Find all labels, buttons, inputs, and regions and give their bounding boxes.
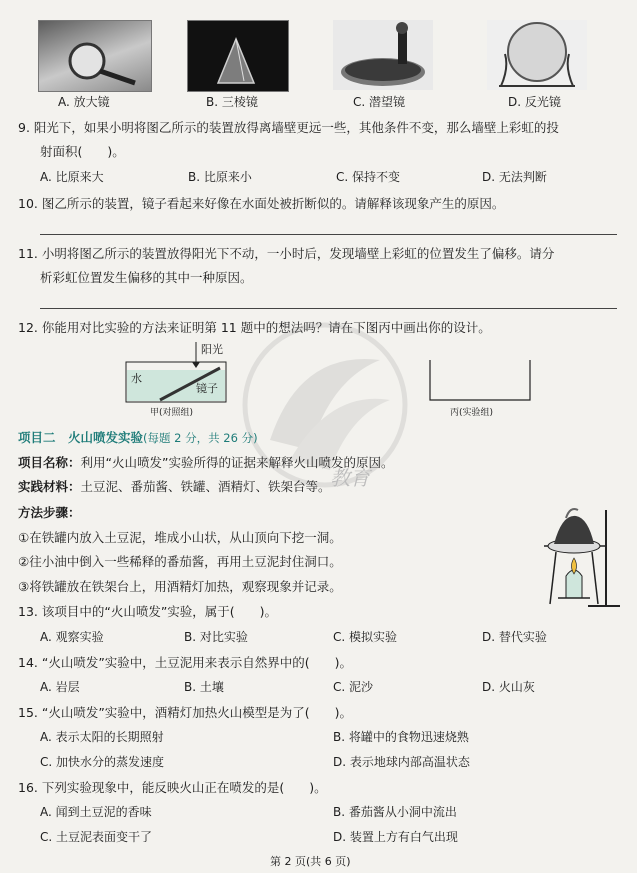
mirror-label: 镜子 — [196, 382, 218, 395]
q13-option-c: C. 模拟实验 — [333, 630, 398, 644]
watermark-text: 教育 — [330, 466, 370, 490]
water-label: 水 — [131, 372, 142, 385]
project-materials — [18, 477, 331, 495]
periscope-icon — [333, 20, 433, 90]
q9-option-b: B. 比原来小 — [188, 170, 252, 184]
q16-option-a: A. 闻到土豆泥的香味 — [40, 805, 152, 819]
step-2: ②往小油中倒入一些稀释的番茄酱，再用土豆泥封住洞口。 — [18, 554, 342, 569]
prism-icon — [188, 21, 288, 91]
project-title-text: 项目二 火山喷发实验 — [18, 430, 144, 445]
magnifier-icon — [39, 21, 151, 91]
q15-option-a: A. 表示太阳的长期照射 — [40, 730, 164, 744]
option-a: A. 放大镜 — [58, 95, 110, 109]
q13-option-a: A. 观察实验 — [40, 630, 104, 644]
answer-line-10 — [40, 234, 617, 235]
q14-option-d: D. 火山灰 — [482, 680, 535, 694]
option-c: C. 潜望镜 — [353, 95, 406, 109]
step-3: ③将铁罐放在铁架台上，用酒精灯加热，观察现象并记录。 — [18, 579, 342, 594]
option-d: D. 反光镜 — [508, 95, 561, 109]
q14-option-b: B. 土壤 — [184, 680, 224, 694]
periscope-photo — [333, 20, 433, 90]
round-mirror-icon — [487, 20, 587, 90]
materials-text: 土豆泥、番茄酱、铁罐、酒精灯、铁架台等。 — [80, 479, 331, 494]
project-score: (每题 2 分，共 26 分) — [143, 431, 258, 445]
q16-option-b: B. 番茄酱从小洞中流出 — [333, 805, 457, 819]
q15-option-c: C. 加快水分的蒸发速度 — [40, 755, 165, 769]
figure-jia-caption: 甲(对照组) — [150, 408, 194, 418]
q9-option-a: A. 比原来大 — [40, 170, 104, 184]
sun-label: 阳光 — [201, 343, 223, 356]
volcano-apparatus-drawing — [536, 502, 620, 608]
steps-label: 方法步骤： — [18, 505, 81, 520]
answer-line-11 — [40, 308, 617, 309]
q16-option-d: D. 装置上方有白气出现 — [333, 830, 458, 844]
q9-option-d: D. 无法判断 — [482, 170, 547, 184]
q14-option-a: A. 岩层 — [40, 680, 80, 694]
question-16: 16. 下列实验现象中，能反映火山正在喷发的是( )。 — [18, 780, 327, 795]
q16-option-c: C. 土豆泥表面变干了 — [40, 830, 153, 844]
materials-label: 实践材料： — [18, 479, 81, 494]
question-13: 13. 该项目中的“火山喷发”实验，属于( )。 — [18, 604, 278, 619]
q15-option-b: B. 将罐中的食物迅速烧熟 — [333, 730, 469, 744]
figure-bing-diagram — [428, 358, 532, 402]
project-title — [18, 428, 258, 446]
magnifier-photo — [38, 20, 152, 92]
question-11-line2: 析彩虹位置发生偏移的其中一种原因。 — [40, 270, 253, 285]
question-15: 15. “火山喷发”实验中，酒精灯加热火山模型是为了( )。 — [18, 705, 353, 720]
question-12: 12. 你能用对比实验的方法来证明第 11 题中的想法吗？请在下图丙中画出你的设计。 — [18, 320, 491, 335]
question-9-line2: 射面积( )。 — [40, 144, 125, 159]
question-14: 14. “火山喷发”实验中，土豆泥用来表示自然界中的( )。 — [18, 655, 353, 670]
project-name — [18, 453, 393, 471]
q14-option-c: C. 泥沙 — [333, 680, 374, 694]
project-name-text: 利用“火山喷发”实验所得的证据来解释火山喷发的原因。 — [80, 455, 394, 470]
q13-option-b: B. 对比实验 — [184, 630, 248, 644]
question-9-line1: 9. 阳光下，如果小明将图乙所示的装置放得离墙壁更远一些，其他条件不变，那么墙壁上彩虹的投 — [18, 120, 559, 135]
option-b: B. 三棱镜 — [206, 95, 258, 109]
q15-option-d: D. 表示地球内部高温状态 — [333, 755, 470, 769]
page-footer: 第 2 页(共 6 页) — [270, 855, 351, 868]
step-1: ①在铁罐内放入土豆泥，堆成小山状，从山顶向下挖一洞。 — [18, 530, 342, 545]
q9-option-c: C. 保持不变 — [336, 170, 401, 184]
figure-bing-caption: 丙(实验组) — [450, 408, 494, 418]
question-11-line1: 11. 小明将图乙所示的装置放得阳光下不动，一小时后，发现墙壁上彩虹的位置发生了偏移。请分 — [18, 246, 555, 261]
prism-photo — [187, 20, 289, 92]
mirror-photo — [487, 20, 587, 90]
question-10: 10. 图乙所示的装置，镜子看起来好像在水面处被折断似的。请解释该现象产生的原因。 — [18, 196, 505, 211]
q13-option-d: D. 替代实验 — [482, 630, 547, 644]
project-name-label: 项目名称： — [18, 455, 81, 470]
